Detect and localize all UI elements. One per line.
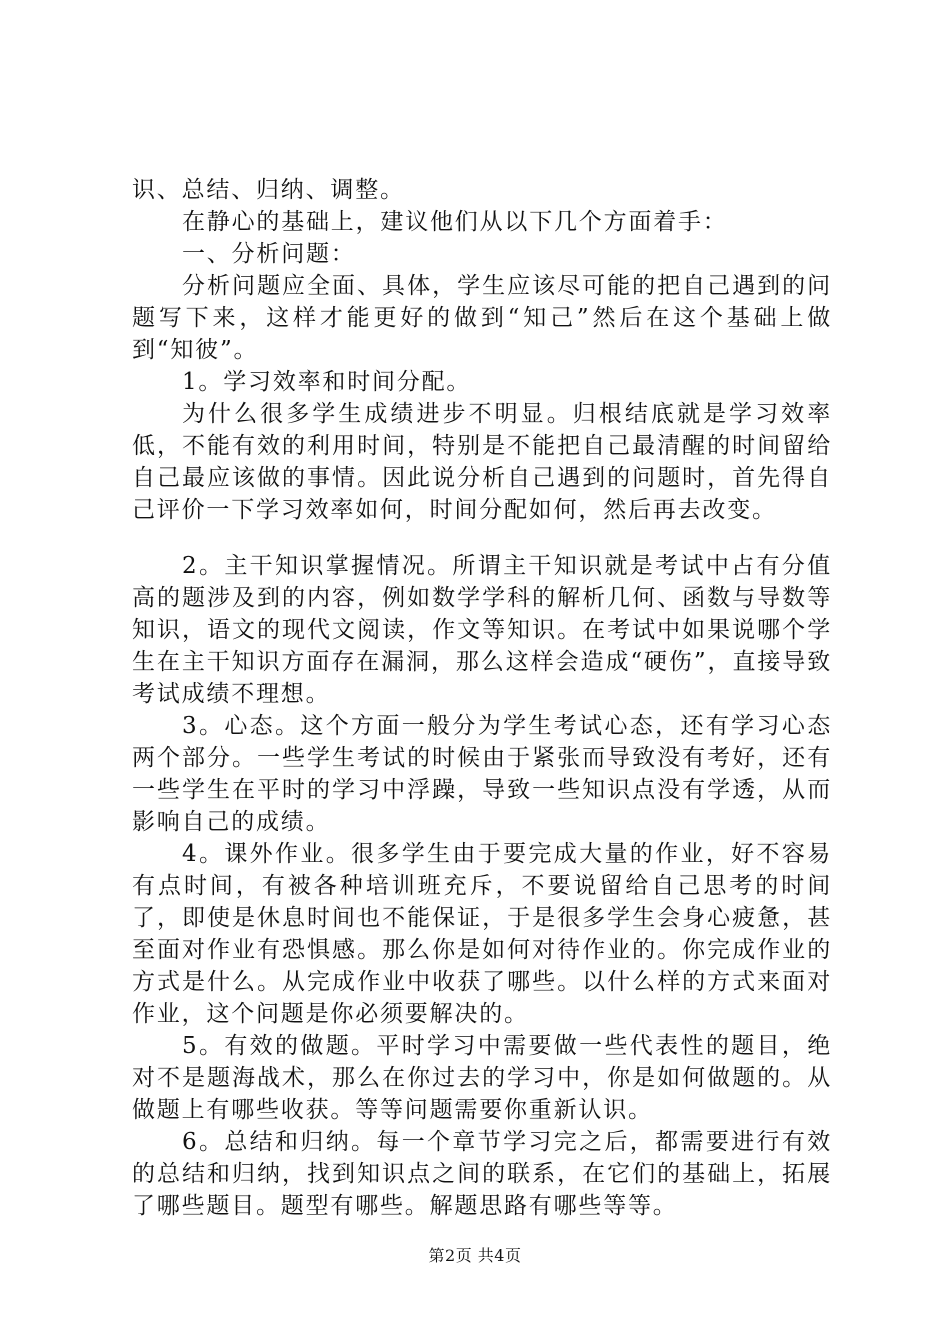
- paragraph-item-1: 为什么很多学生成绩进步不明显。归根结底就是学习效率低，不能有效的利用时间，特别是不能把自己最清醒的时间留给自己最应该做的事情。因此说分析自己遇到的问题时，首先得自己评价一下学习效率如何，时间分配如何，然后再去改变。: [132, 401, 832, 523]
- page-footer: 第2页 共4页: [428, 1246, 522, 1265]
- item-heading-1: 1。学习效率和时间分配。: [182, 369, 472, 395]
- paragraph-item-5: 5。有效的做题。平时学习中需要做一些代表性的题目，绝对不是题海战术，那么在你过去的学习中，你是如何做题的。从做题上有哪些收获。等等问题需要你重新认识。: [132, 1033, 832, 1123]
- document-body: [132, 174, 832, 1222]
- section-heading: 一、分析问题：: [182, 241, 356, 267]
- paragraph-item-6: 6。总结和归纳。每一个章节学习完之后，都需要进行有效的总结和归纳，找到知识点之间的联系，在它们的基础上，拓展了哪些题目。题型有哪些。解题思路有哪些等等。: [132, 1129, 832, 1219]
- paragraph-item-2: 2。主干知识掌握情况。所谓主干知识就是考试中占有分值高的题涉及到的内容，例如数学学科的解析几何、函数与导数等知识，语文的现代文阅读，作文等知识。在考试中如果说哪个学生在主干知识方面存在漏洞，那么这样会造成“硬伤”，直接导致考试成绩不理想。: [132, 553, 832, 707]
- paragraph-analysis: 分析问题应全面、具体，学生应该尽可能的把自己遇到的问题写下来，这样才能更好的做到“知己”然后在这个基础上做到“知彼”。: [132, 273, 832, 363]
- paragraph-item-4: 4。课外作业。很多学生由于要完成大量的作业，好不容易有点时间，有被各种培训班充斥，不要说留给自己思考的时间了，即使是休息时间也不能保证，于是很多学生会身心疲惫，甚至面对作业有恐惧感。那么你是如何对待作业的。你完成作业的方式是什么。从完成作业中收获了哪些。以什么样的方式来面对作业，这个问题是你必须要解决的。: [132, 841, 832, 1027]
- paragraph-continuation: 识、总结、归纳、调整。: [132, 177, 405, 203]
- paragraph-intro: 在静心的基础上，建议他们从以下几个方面着手：: [182, 209, 728, 235]
- paragraph-item-3: 3。心态。这个方面一般分为学生考试心态，还有学习心态两个部分。一些学生考试的时候由于紧张而导致没有考好，还有一些学生在平时的学习中浮躁，导致一些知识点没有学透，从而影响自己的成绩。: [132, 713, 832, 835]
